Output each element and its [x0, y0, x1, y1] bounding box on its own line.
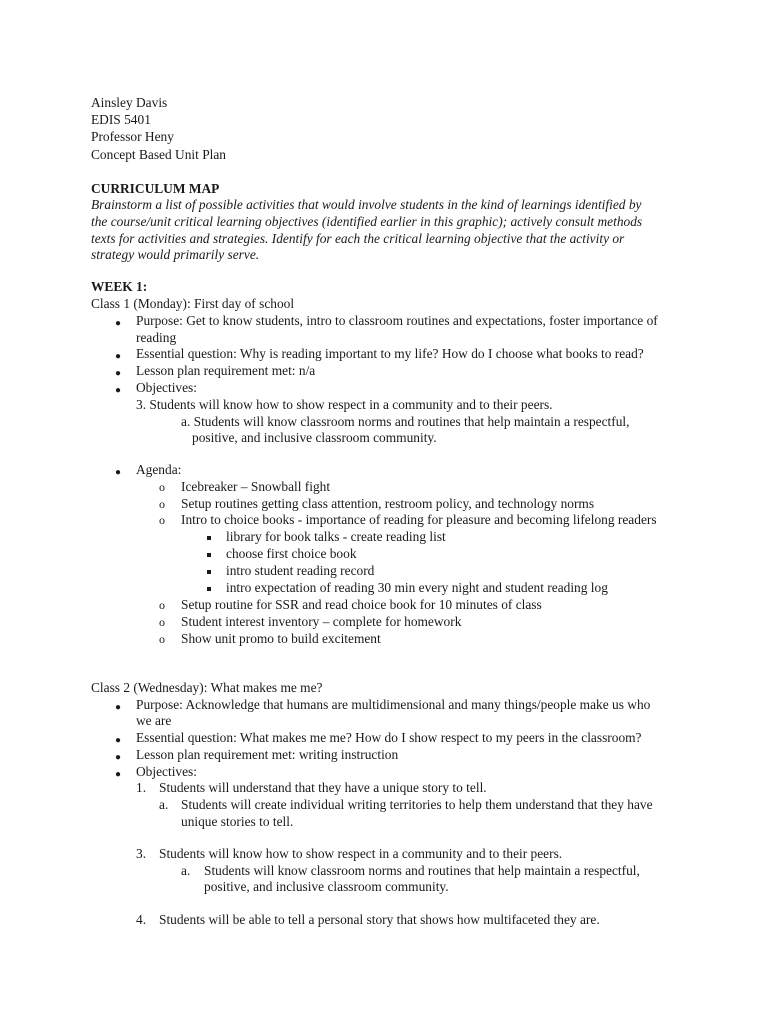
square-bullet-icon — [207, 553, 211, 557]
square-bullet-icon — [207, 587, 211, 591]
class2-sub-objective: Students will create individual writing territories to help them understand that they have — [181, 797, 653, 812]
course-code: EDIS 5401 — [91, 112, 151, 127]
objective-number: 4. — [136, 912, 147, 927]
class2-sub-objective-cont: unique stories to tell. — [181, 814, 294, 829]
sub-agenda-item: intro student reading record — [226, 563, 375, 578]
bullet-icon: ● — [115, 318, 122, 329]
curriculum-map-heading: CURRICULUM MAP — [91, 181, 220, 196]
bullet-icon: ● — [115, 368, 122, 379]
sub-agenda-item: library for book talks - create reading list — [226, 529, 446, 544]
curriculum-desc-line: Brainstorm a list of possible activities that would involve students in the kind of learnings identified by — [91, 197, 642, 212]
class2-objectives-label: Objectives: — [136, 764, 197, 779]
circle-bullet-icon: o — [159, 632, 165, 646]
week-heading: WEEK 1: — [91, 279, 148, 294]
class2-objective: Students will understand that they have a unique story to tell. — [159, 780, 487, 795]
bullet-icon: ● — [115, 735, 122, 746]
class1-requirement: Lesson plan requirement met: n/a — [136, 363, 316, 378]
curriculum-desc-line: strategy would primarily serve. — [91, 247, 260, 262]
bullet-icon: ● — [115, 769, 122, 780]
circle-bullet-icon: o — [159, 497, 165, 511]
class1-question: Essential question: Why is reading important to my life? How do I choose what books to read? — [136, 346, 644, 361]
class2-requirement: Lesson plan requirement met: writing instruction — [136, 747, 399, 762]
class2-sub-objective-cont: positive, and inclusive classroom community. — [204, 879, 449, 894]
square-bullet-icon — [207, 536, 211, 540]
agenda-item: Setup routines getting class attention, restroom policy, and technology norms — [181, 496, 595, 511]
class1-purpose-cont: reading — [136, 330, 177, 345]
agenda-item: Show unit promo to build excitement — [181, 631, 381, 646]
agenda-item: Icebreaker – Snowball fight — [181, 479, 331, 494]
professor-name: Professor Heny — [91, 129, 174, 144]
circle-bullet-icon: o — [159, 615, 165, 629]
class2-purpose: Purpose: Acknowledge that humans are multidimensional and many things/people make us who — [136, 697, 651, 712]
circle-bullet-icon: o — [159, 480, 165, 494]
bullet-icon: ● — [115, 351, 122, 362]
sub-agenda-item: choose first choice book — [226, 546, 357, 561]
sub-agenda-item: intro expectation of reading 30 min every night and student reading log — [226, 580, 608, 595]
class1-heading: Class 1 (Monday): First day of school — [91, 296, 295, 311]
class1-objectives-label: Objectives: — [136, 380, 197, 395]
objective-letter: a. — [159, 797, 169, 812]
class1-sub-objective-cont: positive, and inclusive classroom community. — [192, 430, 437, 445]
class1-sub-objective: a. Students will know classroom norms and routines that help maintain a respectful, — [181, 414, 630, 429]
circle-bullet-icon: o — [159, 513, 165, 527]
curriculum-desc-line: the course/unit critical learning objectives (identified earlier in this graphic); actively consult methods — [91, 214, 643, 229]
author-name: Ainsley Davis — [91, 95, 168, 110]
class2-sub-objective: Students will know classroom norms and routines that help maintain a respectful, — [204, 863, 640, 878]
class2-objective: Students will be able to tell a personal story that shows how multifaceted they are. — [159, 912, 600, 927]
objective-number: 1. — [136, 780, 147, 795]
circle-bullet-icon: o — [159, 598, 165, 612]
curriculum-desc-line: texts for activities and strategies. Identify for each the critical learning objective that the activity or — [91, 231, 625, 246]
bullet-icon: ● — [115, 752, 122, 763]
class1-objective: 3. Students will know how to show respect in a community and to their peers. — [136, 397, 553, 412]
bullet-icon: ● — [115, 385, 122, 396]
class2-objective: Students will know how to show respect in a community and to their peers. — [159, 846, 563, 861]
plan-title: Concept Based Unit Plan — [91, 147, 227, 162]
class1-agenda-label: Agenda: — [136, 462, 182, 477]
objective-number: 3. — [136, 846, 147, 861]
bullet-icon: ● — [115, 702, 122, 713]
objective-letter: a. — [181, 863, 191, 878]
class1-purpose: Purpose: Get to know students, intro to classroom routines and expectations, foster importance of — [136, 313, 658, 328]
bullet-icon: ● — [115, 467, 122, 478]
agenda-item: Student interest inventory – complete for homework — [181, 614, 462, 629]
square-bullet-icon — [207, 570, 211, 574]
class2-question: Essential question: What makes me me? How do I show respect to my peers in the classroom? — [136, 730, 642, 745]
agenda-item: Intro to choice books - importance of reading for pleasure and becoming lifelong readers — [181, 512, 657, 527]
class2-purpose-cont: we are — [136, 713, 172, 728]
class2-heading: Class 2 (Wednesday): What makes me me? — [91, 680, 323, 695]
agenda-item: Setup routine for SSR and read choice book for 10 minutes of class — [181, 597, 542, 612]
